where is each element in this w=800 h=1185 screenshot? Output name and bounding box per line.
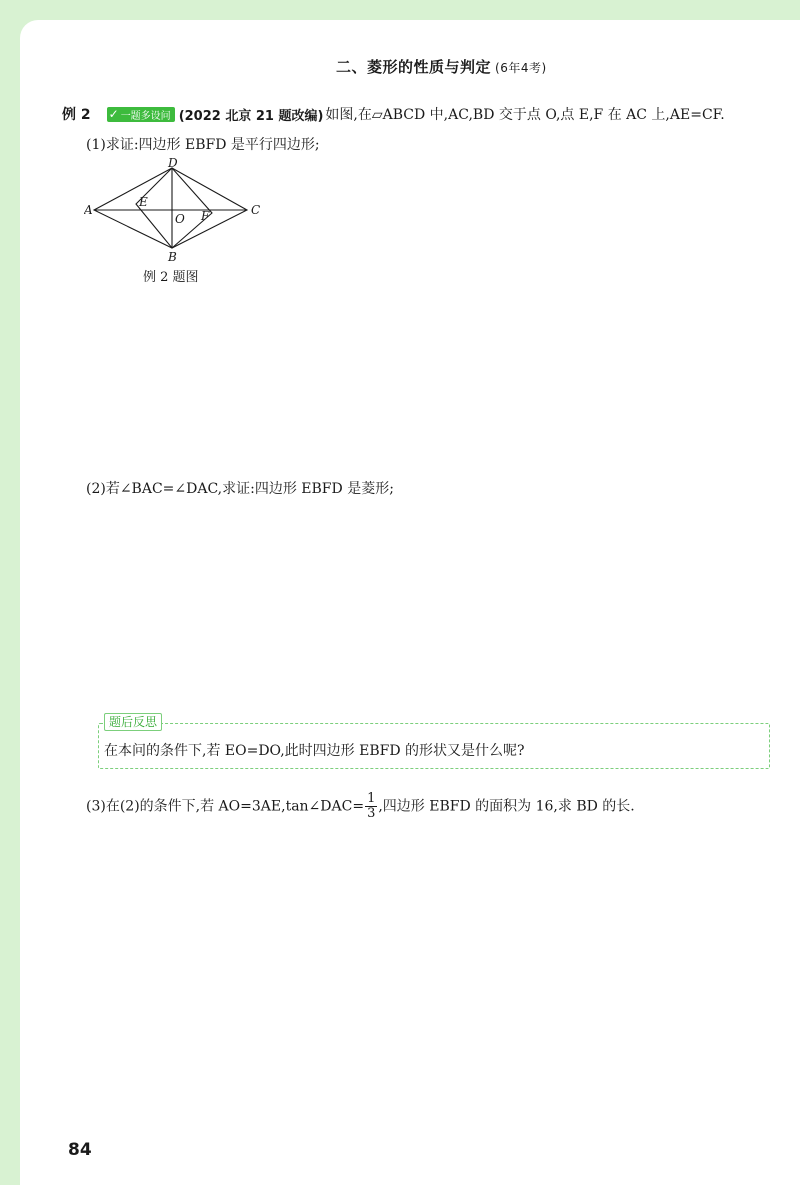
point-label-a: A bbox=[84, 203, 93, 217]
parallelogram-figure bbox=[84, 158, 269, 264]
point-label-d: D bbox=[168, 158, 178, 170]
sub-question-2: (2)若∠BAC=∠DAC,求证:四边形 EBFD 是菱形; bbox=[86, 481, 394, 497]
example-label: 例 2 bbox=[62, 107, 91, 123]
point-label-f: F bbox=[201, 209, 210, 223]
section-title bbox=[336, 56, 547, 77]
multi-question-badge bbox=[107, 107, 175, 122]
sub-question-3 bbox=[86, 792, 635, 821]
reflection-text: 在本问的条件下,若 EO=DO,此时四边形 EBFD 的形状又是什么呢? bbox=[104, 743, 525, 759]
section-exam-note: (6年4考) bbox=[495, 61, 547, 75]
point-label-e: E bbox=[139, 195, 148, 209]
page-number: 84 bbox=[68, 1140, 92, 1160]
q3-suffix: ,四边形 EBFD 的面积为 16,求 BD 的长. bbox=[378, 798, 635, 815]
question-stem: 如图,在▱ABCD 中,AC,BD 交于点 O,点 E,F 在 AC 上,AE=CF. bbox=[325, 107, 725, 123]
q3-prefix: (3)在(2)的条件下,若 AO=3AE,tan∠DAC= bbox=[86, 798, 365, 815]
point-label-c: C bbox=[251, 203, 261, 217]
point-label-o: O bbox=[175, 212, 185, 226]
figure-caption: 例 2 题图 bbox=[143, 270, 199, 285]
question-source: (2022 北京 21 题改编) bbox=[178, 108, 324, 124]
badge-text: 一题多设问 bbox=[120, 110, 171, 122]
point-label-b: B bbox=[168, 250, 177, 264]
fraction-one-third bbox=[365, 792, 377, 821]
fraction-numerator: 1 bbox=[367, 791, 376, 806]
check-icon: ✓ bbox=[108, 107, 119, 121]
parallelogram-abcd bbox=[94, 168, 247, 248]
section-title-text: 二、菱形的性质与判定 bbox=[336, 58, 492, 76]
example-header bbox=[62, 104, 725, 124]
sub-question-1: (1)求证:四边形 EBFD 是平行四边形; bbox=[86, 137, 320, 153]
fraction-denominator: 3 bbox=[367, 806, 376, 821]
reflection-tag: 题后反思 bbox=[104, 713, 162, 731]
